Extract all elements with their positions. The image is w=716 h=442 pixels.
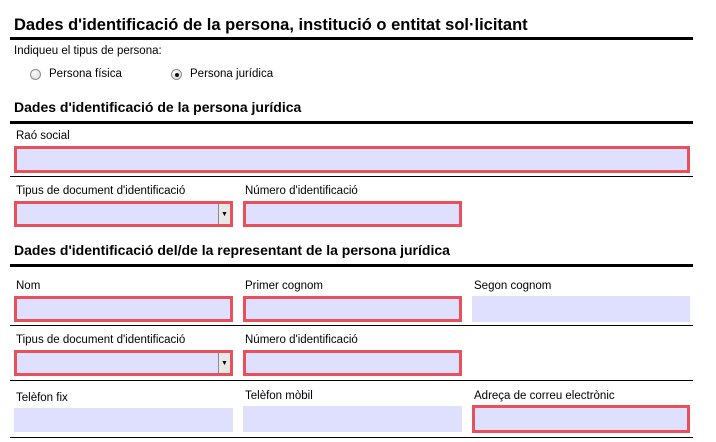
title-divider (10, 37, 693, 40)
chevron-down-icon: ▼ (221, 210, 228, 218)
company-name-input[interactable] (17, 149, 687, 170)
second-surname-label: Segon cognom (474, 280, 552, 292)
email-field[interactable] (472, 405, 690, 433)
legal-person-divider (10, 121, 693, 124)
legal-doc-type-dropdown-button[interactable] (218, 204, 230, 224)
row-divider (10, 176, 693, 177)
first-surname-input[interactable] (246, 299, 459, 319)
landline-field[interactable] (14, 408, 233, 432)
first-name-field[interactable] (14, 296, 233, 322)
row-divider (10, 380, 693, 381)
landline-input[interactable] (14, 408, 233, 432)
company-name-field[interactable] (14, 146, 690, 173)
mobile-input[interactable] (243, 406, 462, 432)
first-name-input[interactable] (17, 299, 230, 319)
legal-id-number-field[interactable] (243, 201, 462, 227)
rep-id-number-field[interactable] (243, 350, 462, 376)
row-divider (10, 325, 693, 326)
legal-person-heading: Dades d'identificació de la persona jurídica (14, 99, 302, 115)
rep-doc-type-label: Tipus de document d'identificació (16, 334, 186, 346)
page-title: Dades d'identificació de la persona, institució o entitat sol·licitant (14, 16, 528, 34)
email-label: Adreça de correu electrònic (474, 390, 615, 402)
first-surname-field[interactable] (243, 296, 462, 322)
representative-heading: Dades d'identificació del/de la representant de la persona jurídica (14, 242, 450, 258)
legal-id-number-input[interactable] (246, 204, 459, 224)
second-surname-input[interactable] (472, 296, 690, 322)
email-input[interactable] (475, 408, 687, 430)
rep-id-number-label: Número d'identificació (245, 334, 358, 346)
mobile-field[interactable] (243, 406, 462, 432)
rep-doc-type-dropdown-button[interactable] (218, 353, 230, 373)
row-divider (10, 437, 693, 438)
first-surname-label: Primer cognom (245, 280, 323, 292)
radio-persona-fisica-label[interactable]: Persona física (49, 68, 122, 80)
radio-persona-juridica-label[interactable]: Persona jurídica (190, 68, 274, 80)
first-name-label: Nom (16, 280, 41, 292)
rep-id-number-input[interactable] (246, 353, 459, 373)
company-name-label: Raó social (16, 130, 70, 142)
representative-divider (10, 264, 693, 267)
landline-label: Telèfon fix (16, 392, 68, 404)
chevron-down-icon: ▼ (221, 359, 228, 367)
legal-doc-type-select[interactable] (14, 201, 233, 227)
second-surname-field[interactable] (472, 296, 690, 322)
radio-selected-dot (175, 73, 179, 77)
rep-doc-type-select[interactable] (14, 350, 233, 376)
radio-persona-juridica[interactable] (171, 69, 182, 80)
mobile-label: Telèfon mòbil (245, 390, 313, 402)
legal-id-number-label: Número d'identificació (245, 185, 358, 197)
legal-doc-type-label: Tipus de document d'identificació (16, 185, 186, 197)
radio-persona-fisica[interactable] (30, 69, 41, 80)
person-type-prompt: Indiqueu el tipus de persona: (14, 45, 162, 57)
